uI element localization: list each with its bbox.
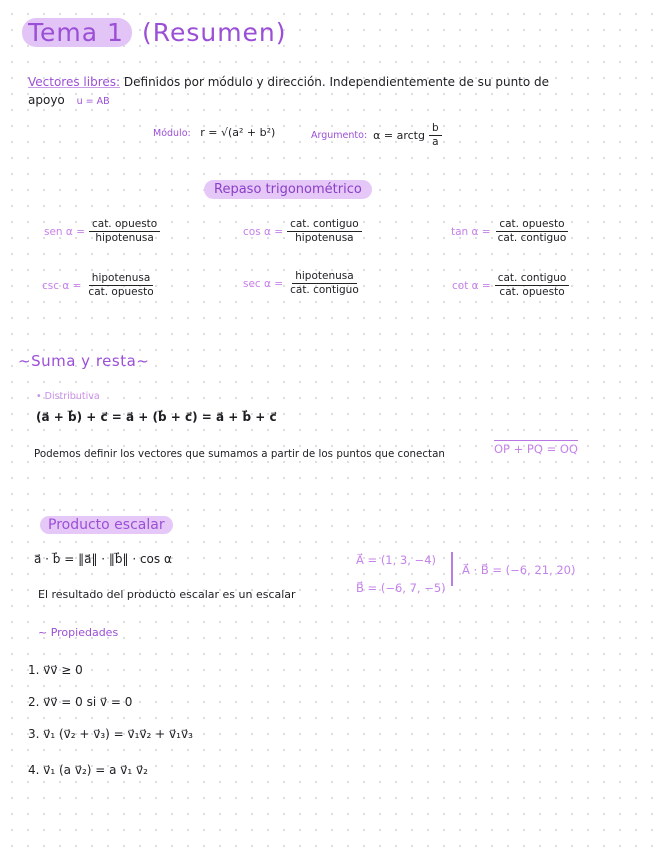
trig-cos [243,218,362,245]
dot-result: A⃗ · B⃗ = (−6, 21, 20) [462,563,576,577]
trig-csc [42,272,157,299]
trig-den: cat. opuesto [499,286,565,298]
trig-num: cat. contiguo [287,218,362,232]
producto-formula: a⃗ · b⃗ = ‖a⃗‖ · ‖b⃗‖ · cos α [34,552,172,566]
op-formula [494,442,578,456]
propiedad-1: 1. v⃗v⃗ ≥ 0 [28,663,83,677]
trig-label: tan α = [451,225,491,238]
a-vector: A⃗ = (1, 3, −4) [356,553,436,567]
trig-num: hipotenusa [89,272,153,286]
argumento-fraction [429,122,442,149]
repaso-title: Repaso trigonométrico [204,180,372,199]
distributive-label: • Distributiva [36,391,100,402]
suma-text: Podemos definir los vectores que sumamos a partir de los puntos que conectan [34,448,445,460]
producto-title: Producto escalar [40,516,173,534]
trig-den: hipotenusa [95,232,154,244]
trig-label: sec α = [243,277,284,290]
op-text: OP + PQ = OQ [494,442,578,456]
trig-cot [452,272,569,299]
vectores-label: Vectores libres: [28,75,121,89]
propiedades-title: ~ Propiedades [38,626,119,639]
vectores-line2 [28,92,110,110]
vectores-paragraph [28,74,549,90]
trig-num: cat. opuesto [89,218,160,232]
b-vector: B⃗ = (−6, 7, −5) [356,581,446,595]
vectores-text2: apoyo [28,93,65,107]
producto-text: El resultado del producto escalar es un escalar [38,588,296,601]
trig-den: cat. opuesto [88,286,154,298]
trig-label: sen α = [44,225,85,238]
trig-den: cat. contiguo [290,284,359,296]
argumento-den: a [432,136,439,148]
trig-tan [451,218,569,245]
propiedad-2: 2. v⃗v⃗ = 0 si v⃗ = 0 [28,695,133,709]
trig-sec [243,270,362,297]
page-title [22,18,287,47]
trig-den: hipotenusa [295,232,354,244]
trig-num: cat. contiguo [495,272,570,286]
trig-num: cat. opuesto [496,218,567,232]
propiedad-3: 3. v⃗₁ (v⃗₂ + v⃗₃) = v⃗₁v⃗₂ + v⃗₁v⃗₃ [28,727,193,741]
title-tema: Tema 1 [22,18,132,47]
vectores-text: Definidos por módulo y dirección. Independientemente de su punto de [123,75,550,89]
modulo-formula: r = √(a² + b²) [200,126,276,139]
suma-title: ~Suma y resta~ [18,352,150,370]
trig-label: cot α = [452,279,491,292]
vectores-notation: u = AB [76,96,110,107]
trig-num: hipotenusa [292,270,356,284]
title-resumen: (Resumen) [141,18,287,47]
argumento-formula: α = arctg [373,129,425,142]
trig-label: cos α = [243,225,284,238]
argumento-label: Argumento: [311,130,368,141]
trig-label: csc α = [42,279,82,292]
modulo-row [153,126,275,139]
trig-den: cat. contiguo [497,232,567,244]
argumento-row [311,122,442,149]
vector-divider [451,552,453,586]
distributive-formula: (a⃗ + b⃗) + c⃗ = a⃗ + (b⃗ + c⃗) = a⃗ + b⃗ + c⃗ [36,410,277,424]
propiedad-4: 4. v⃗₁ (a v⃗₂) = a v⃗₁ v⃗₂ [28,763,148,777]
trig-sen [44,218,160,245]
argumento-num: b [429,122,442,136]
modulo-label: Módulo: [153,128,191,139]
